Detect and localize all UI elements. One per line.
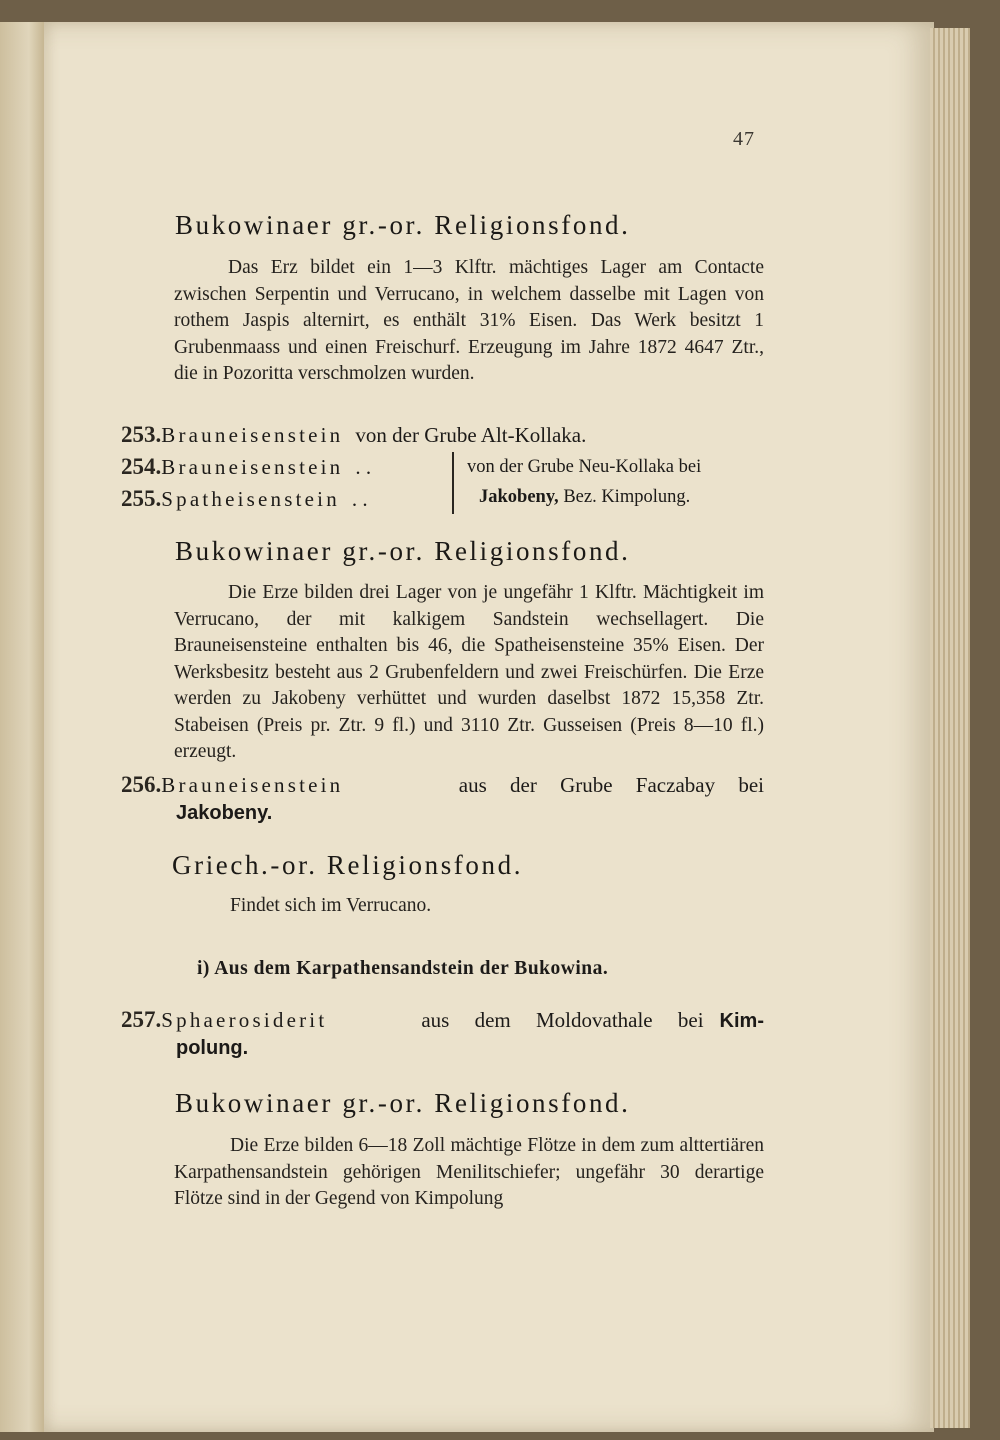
mineral-name: Brauneisenstein [161, 423, 344, 447]
section-heading-3: Griech.-or. Religionsfond. [172, 850, 524, 880]
section-heading-2: Bukowinaer gr.-or. Religionsfond. [175, 536, 631, 566]
entry-description: aus der Grube Faczabay bei [458, 773, 764, 797]
district-text: Bez. Kimpolung. [563, 487, 691, 507]
entry-description: von der Grube Alt-Kollaka. [355, 423, 587, 447]
entry-number: 257. [121, 1007, 162, 1032]
left-page-edge [0, 22, 48, 1432]
place-name-part-1: Kim- [719, 1010, 764, 1032]
page-block-edge [930, 28, 970, 1428]
entry-number: 256. [121, 772, 162, 797]
brace-description-line-1: von der Grube Neu-Kollaka bei [467, 457, 702, 477]
leader-dots: . . [355, 455, 372, 479]
mineral-name: Spatheisenstein [161, 487, 340, 511]
paragraph-4: Die Erze bilden 6—18 Zoll mächtige Flötze in dem zum alttertiären Karpathensandstein gehörigen Menilitschiefer; ungefähr 30 derartige Flötze sind in der Gegend von Kimpolung [174, 1135, 764, 1209]
leader-dots: . . [351, 487, 368, 511]
entry-number: 253. [121, 422, 162, 447]
paragraph-2: Die Erze bilden drei Lager von je ungefähr 1 Klftr. Mächtigkeit im Verrucano, der mit kalkigem Sandstein wechsellagert. Die Brauneisensteine enthalten bis 46, die Spatheisensteine 35% Eisen. Der Werksbesitz besteht aus 2 Grubenfeldern und zwei Freischürfen. Die Erze werden zu Jakobeny verhüttet und wurden daselbst 1872 15,358 Ztr. Stabeisen (Preis pr. Ztr. 9 fl.) und 3110 Ztr. Gusseisen (Preis 8—10 fl.) erzeugt. [174, 582, 764, 762]
subsection-heading: i) Aus dem Karpathensandstein der Bukowina. [197, 958, 609, 979]
paragraph-3: Findet sich im Verrucano. [230, 895, 432, 916]
entry-254 [121, 454, 371, 480]
mineral-name: Brauneisenstein [161, 773, 344, 797]
grouping-brace [452, 452, 460, 514]
entry-256 [121, 772, 764, 825]
entry-number: 255. [121, 486, 162, 511]
entry-253 [121, 422, 586, 448]
entry-257 [121, 1007, 764, 1060]
section-heading-4: Bukowinaer gr.-or. Religionsfond. [175, 1088, 631, 1118]
place-name: Jakobeny, [479, 487, 559, 507]
mineral-name: Sphaerosiderit [161, 1008, 328, 1032]
entry-description: aus dem Moldovathale bei [421, 1008, 704, 1032]
paragraph-1: Das Erz bildet ein 1—3 Klftr. mächtiges Lager am Contacte zwischen Serpentin und Verrucano, in welchem dasselbe mit Lagen von rothem Jaspis alternirt, es enthält 31% Eisen. Das Werk besitzt 1 Grubenmaass und einen Freischurf. Erzeugung im Jahre 1872 4647 Ztr., die in Pozoritta verschmolzen wurden. [174, 257, 764, 384]
place-name: Jakobeny. [176, 802, 273, 824]
entry-number: 254. [121, 454, 162, 479]
brace-description-line-2 [479, 487, 690, 508]
section-heading-1: Bukowinaer gr.-or. Religionsfond. [175, 210, 631, 240]
entry-255 [121, 486, 368, 512]
place-name-part-2: polung. [176, 1037, 249, 1059]
mineral-name: Brauneisenstein [161, 455, 344, 479]
page-number: 47 [733, 128, 755, 150]
